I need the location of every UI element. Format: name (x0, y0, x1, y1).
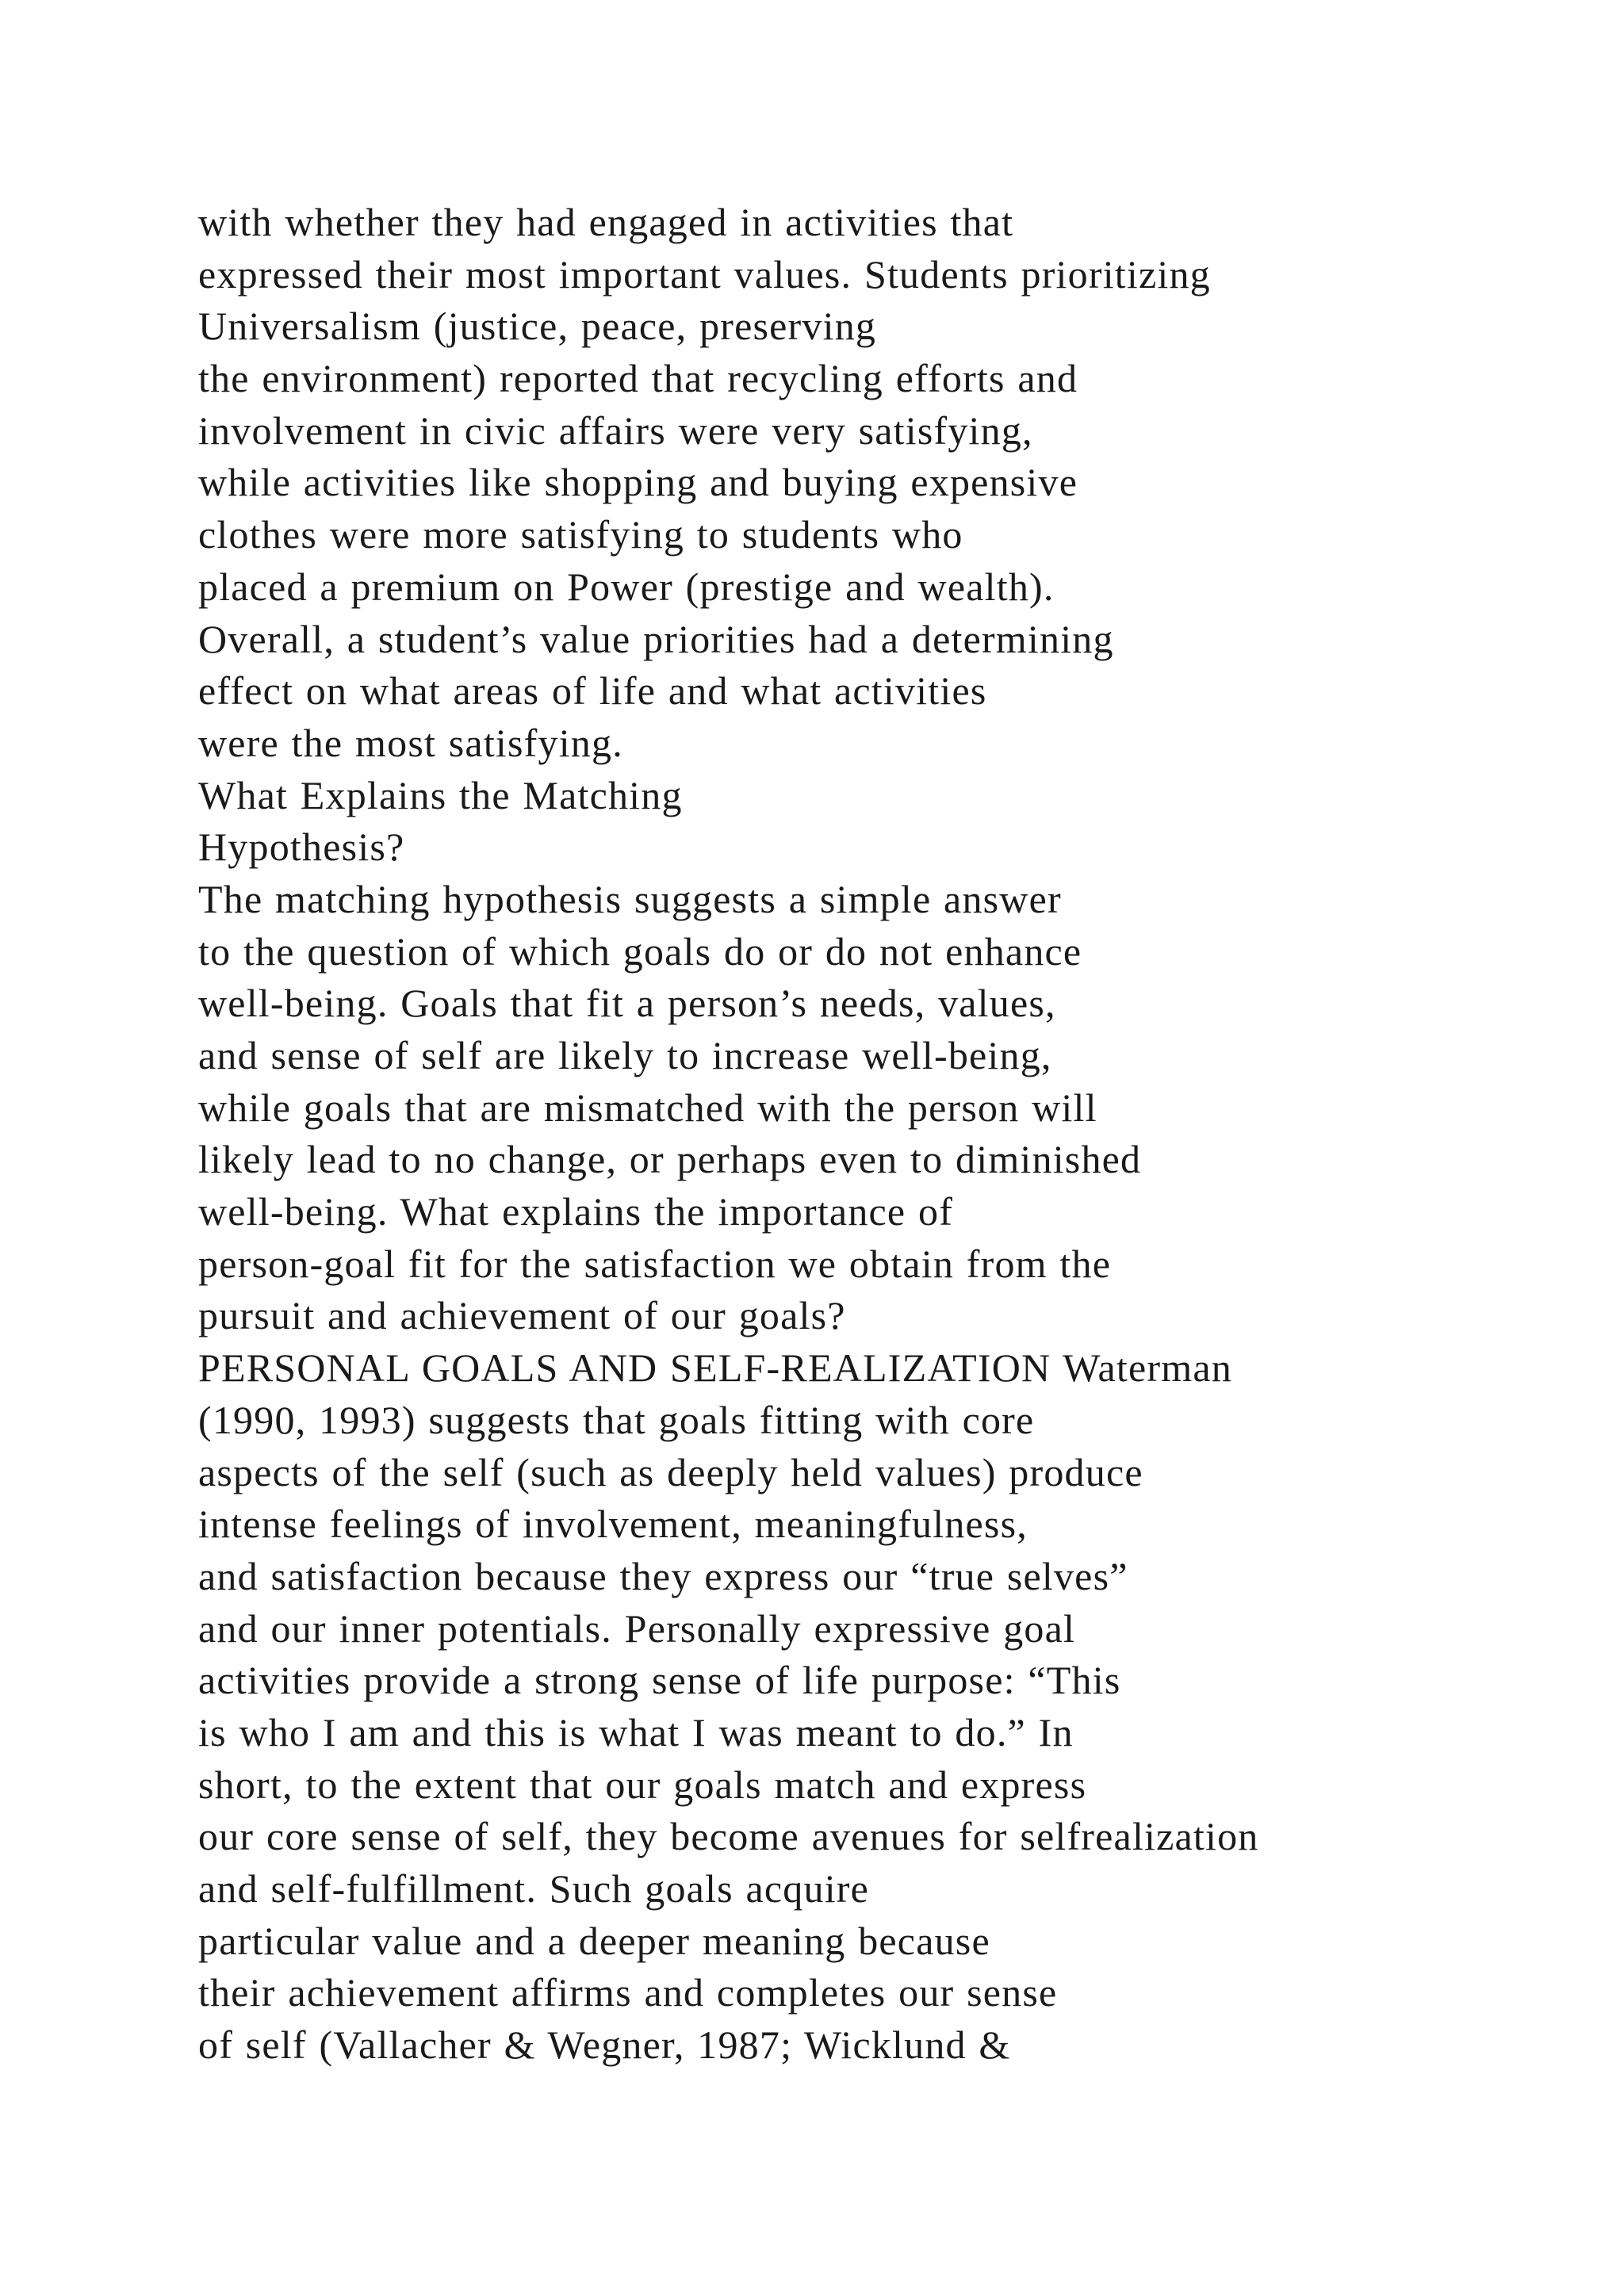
text-line: Overall, a student’s value priorities had a determining (198, 616, 1114, 661)
text-line: involvement in civic affairs were very satisfying, (198, 408, 1033, 453)
section-heading-line: Hypothesis? (198, 825, 405, 870)
text-line: were the most satisfying. (198, 720, 623, 765)
text-line: their achievement affirms and completes our sense (198, 1970, 1058, 2015)
text-line: our core sense of self, they become avenues for selfrealization (198, 1814, 1259, 1859)
text-line: and sense of self are likely to increase well-being, (198, 1033, 1052, 1077)
subsection-heading-line: PERSONAL GOALS AND SELF-REALIZATION Waterman (198, 1345, 1232, 1391)
text-line: with whether they had engaged in activities that (198, 200, 1014, 244)
text-line: particular value and a deeper meaning because (198, 1918, 990, 1963)
text-line: the environment) reported that recycling efforts and (198, 356, 1078, 401)
text-line: expressed their most important values. Students prioritizing (198, 251, 1211, 297)
text-line: of self (Vallacher & Wegner, 1987; Wicklund & (198, 2022, 1011, 2068)
text-line: person-goal fit for the satisfaction we obtain from the (198, 1241, 1112, 1286)
text-line: is who I am and this is what I was meant to do.” In (198, 1709, 1074, 1755)
text-line: pursuit and achievement of our goals? (198, 1293, 846, 1338)
text-line: effect on what areas of life and what activities (198, 668, 987, 714)
text-line: well-being. Goals that fit a person’s needs, values, (198, 981, 1056, 1026)
body-text (198, 197, 1610, 2072)
text-line: intense feelings of involvement, meaningfulness, (198, 1502, 1028, 1547)
text-line: activities provide a strong sense of life purpose: “This (198, 1658, 1121, 1703)
text-line: The matching hypothesis suggests a simple answer (198, 876, 1062, 921)
text-line: while goals that are mismatched with the person will (198, 1085, 1097, 1130)
text-line: placed a premium on Power (prestige and wealth). (198, 564, 1055, 609)
text-line: short, to the extent that our goals match and express (198, 1762, 1087, 1807)
text-line: well-being. What explains the importance of (198, 1189, 954, 1234)
text-line: clothes were more satisfying to students who (198, 512, 963, 557)
text-line: while activities like shopping and buying expensive (198, 460, 1078, 505)
text-line: to the question of which goals do or do not enhance (198, 928, 1082, 974)
text-line: and self-fulfillment. Such goals acquire (198, 1866, 870, 1911)
text-line: likely lead to no change, or perhaps even to diminished (198, 1137, 1142, 1182)
section-heading-line: What Explains the Matching (198, 772, 683, 817)
text-line: and satisfaction because they express our “true selves” (198, 1553, 1128, 1598)
text-line: aspects of the self (such as deeply held values) produce (198, 1449, 1143, 1494)
text-line: and our inner potentials. Personally expressive goal (198, 1605, 1076, 1651)
text-line: Universalism (justice, peace, preserving (198, 304, 877, 349)
text-line: (1990, 1993) suggests that goals fitting with core (198, 1397, 1035, 1442)
